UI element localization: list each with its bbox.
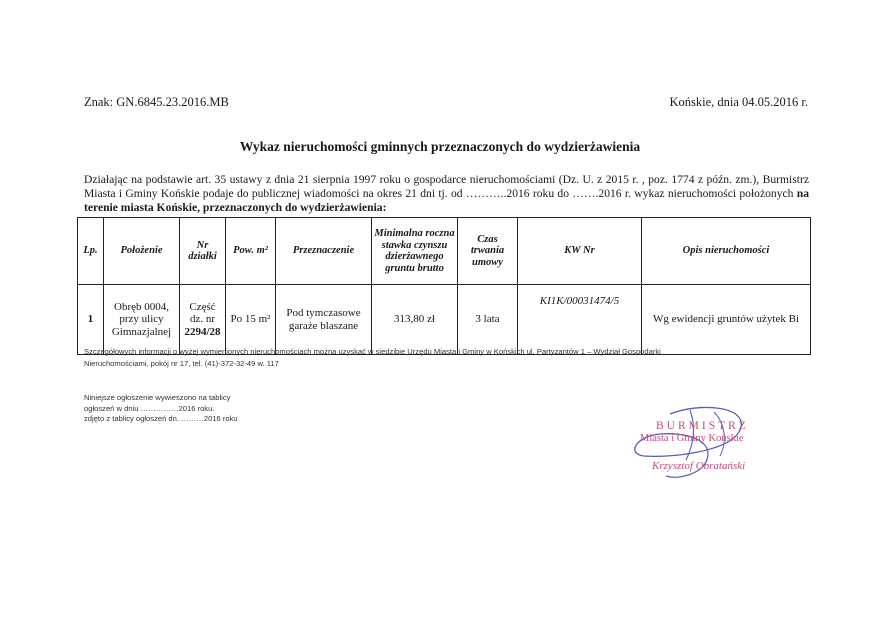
info-line-2: Nieruchomościami, pokój nr 17, tel. (41)-372-32-49 w. 117 xyxy=(84,359,279,368)
stamp-name: Krzysztof Obratański xyxy=(652,460,746,472)
intro-bold-text: na terenie miasta Końskie, przeznaczonych do wydzierżawienia: xyxy=(84,187,809,214)
header-kw: KW Nr xyxy=(518,218,642,285)
posting-note xyxy=(84,393,238,425)
cell-lp: 1 xyxy=(78,285,104,355)
table-header-row xyxy=(78,218,811,285)
info-line-1: Szczegółowych informacji o wyżej wymienionych nieruchomościach można uzyskać w siedzibie Urzędu Miasta i Gminy w Końskich ul. Partyzantów 1 – Wydział Gospodarki xyxy=(84,347,661,356)
posting-line-1: Niniejsze ogłoszenie wywieszono na tablicy xyxy=(84,393,231,402)
intro-text: Działając na podstawie art. 35 ustawy z dnia 21 sierpnia 1997 roku o gospodarce nieruchomościami (Dz. U. z 2015 r. , poz. 1774 z późn. zm.), Burmistrz Miasta i Gminy Końskie podaje do publicznej wiadomości na okres 21 dni tj. od ………..2016 roku do …….2016 r. wykaz nieruchomości położonych xyxy=(84,173,809,200)
header-location: Położenie xyxy=(104,218,180,285)
signature-scribble-icon xyxy=(630,400,780,490)
stamp-title: BURMISTRZ xyxy=(656,420,749,432)
property-table xyxy=(77,217,811,355)
cell-area: Po 15 m² xyxy=(226,285,276,355)
cell-location: Obręb 0004, przy ulicy Gimnazjalnej xyxy=(104,285,180,355)
stamp-office: Miasta i Gminy Końskie xyxy=(640,433,744,444)
cell-kw: KI1K/00031474/5 xyxy=(518,285,642,355)
document-title: Wykaz nieruchomości gminnych przeznaczonych do wydzierżawienia xyxy=(239,139,641,154)
posting-line-3: zdjęto z tablicy ogłoszeń dn. ………2016 roku xyxy=(84,414,238,423)
posting-line-2: ogłoszeń w dniu ……………2016 roku. xyxy=(84,403,215,413)
header-purpose: Przeznaczenie xyxy=(276,218,372,285)
cell-plot-number: 2294/28 xyxy=(184,325,221,338)
cell-plot xyxy=(180,285,226,355)
header-area: Pow. m² xyxy=(226,218,276,285)
header-lp: Lp. xyxy=(78,218,104,285)
cell-description: Wg ewidencji gruntów użytek Bi xyxy=(642,285,811,355)
header-plot-no: Nr działki xyxy=(180,218,226,285)
intro-paragraph xyxy=(84,173,809,215)
cell-purpose: Pod tymczasowe garaże blaszane xyxy=(276,285,372,355)
cell-plot-prefix: Część dz. nr xyxy=(189,300,216,326)
table-row xyxy=(78,285,811,355)
place-and-date: Końskie, dnia 04.05.2016 r. xyxy=(669,95,808,109)
reference-number: Znak: GN.6845.23.2016.MB xyxy=(84,95,229,109)
info-note xyxy=(84,346,784,370)
cell-duration: 3 lata xyxy=(458,285,518,355)
header-description: Opis nieruchomości xyxy=(642,218,811,285)
header-rate: Minimalna roczna stawka czynszu dzierżawnego gruntu brutto xyxy=(372,218,458,285)
mayor-stamp xyxy=(630,400,780,490)
header-duration: Czas trwania umowy xyxy=(458,218,518,285)
cell-rate: 313,80 zł xyxy=(372,285,458,355)
